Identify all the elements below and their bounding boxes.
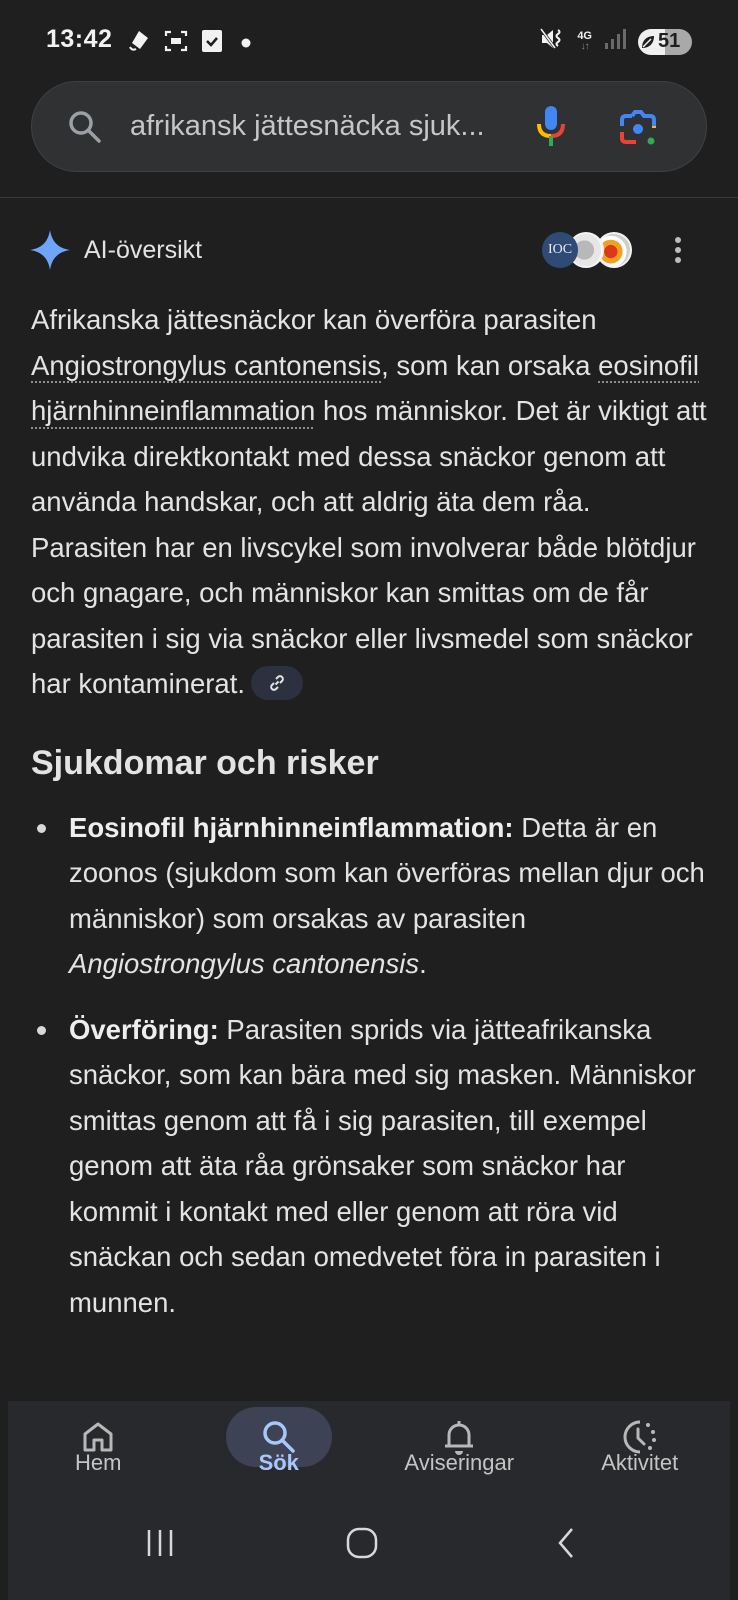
recents-button[interactable] [130, 1521, 190, 1565]
home-button[interactable] [332, 1521, 392, 1565]
nav-item-sok[interactable]: Sök [189, 1401, 370, 1501]
recents-icon [144, 1528, 176, 1558]
source-favicons[interactable] [542, 232, 638, 268]
bullet-icon [37, 1026, 46, 1035]
checkbox-icon [202, 30, 222, 57]
home-circle-icon [345, 1526, 379, 1560]
status-left-icons [126, 29, 256, 58]
nav-item-aktivitet[interactable]: Aktivitet [550, 1401, 731, 1501]
search-bar[interactable] [31, 81, 707, 172]
section-title: Sjukdomar och risker [31, 743, 379, 782]
network-4g-icon: 4G ↓↑ [577, 30, 592, 52]
source-link-chip[interactable] [251, 666, 303, 700]
status-time: 13:42 [46, 25, 113, 53]
gemini-sparkle-icon [30, 230, 70, 275]
risk-list [31, 805, 711, 1326]
search-icon [66, 108, 104, 151]
header-divider [0, 197, 738, 198]
back-button[interactable] [536, 1521, 596, 1565]
pen-icon [126, 29, 150, 58]
more-vertical-icon [675, 237, 681, 243]
bullet-icon [37, 824, 46, 833]
term-link-eosinofil[interactable]: eosinofil hjärnhinneinflammation [31, 349, 700, 426]
notification-dot-icon [236, 31, 256, 56]
back-icon [554, 1526, 578, 1560]
source-favicon-ioc[interactable]: IOC [542, 232, 578, 268]
search-input[interactable]: afrikansk jättesnäcka sjuk... [130, 110, 485, 142]
signal-icon [604, 28, 626, 55]
mute-vibrate-icon [539, 26, 565, 57]
list-item: Överföring: Parasiten sprids via jätteafrikanska snäckor, som kan bära med sig masken. Människor smittas genom att få i sig parasiten, till exempel genom att äta råa grönsaker som snäckor har kommit i kontakt med eller genom att röra vid snäckan och sedan omedvetet föra in parasiten i munnen. [31, 1007, 711, 1326]
status-bar [0, 0, 738, 80]
google-lens-icon[interactable] [618, 108, 658, 153]
nav-tabs [8, 1401, 730, 1501]
ai-overview-header [30, 228, 710, 272]
ai-overview-title: AI-översikt [84, 236, 203, 264]
battery-percent: 51 [658, 30, 681, 52]
ai-overview-content [31, 297, 711, 1345]
leaf-icon [638, 34, 658, 50]
nav-item-aviseringar[interactable]: Aviseringar [369, 1401, 550, 1501]
overview-paragraph: Afrikanska jättesnäckor kan överföra parasiten Angiostrongylus cantonensis, som kan orsaka eosinofil hjärnhinneinflammation hos människor. Det är viktigt att undvika direktkontakt med dessa snäckor genom att använda handskar, och att aldrig äta dem råa. Parasiten har en livscykel som involverar både blötdjur och gnagare, och människor kan smittas om de får parasiten i sig via snäckor eller livsmedel som snäckor har kontaminerat. [31, 304, 707, 699]
status-right-icons [539, 26, 692, 57]
battery-icon [638, 29, 692, 55]
list-item: Eosinofil hjärnhinneinflammation: Detta är en zoonos (sjukdom som kan överföras mellan djur och människor) som orsakas av parasiten Angiostrongylus cantonensis. [31, 805, 711, 987]
screenshot-icon [164, 29, 188, 58]
nav-item-hem[interactable]: Hem [8, 1401, 189, 1501]
more-options-button[interactable] [666, 232, 690, 268]
term-link-angiostrongylus[interactable]: Angiostrongylus cantonensis [31, 349, 382, 381]
link-icon [268, 674, 286, 692]
system-navigation-bar [8, 1501, 730, 1600]
bottom-navigation [8, 1401, 730, 1600]
microphone-icon[interactable] [536, 104, 566, 157]
